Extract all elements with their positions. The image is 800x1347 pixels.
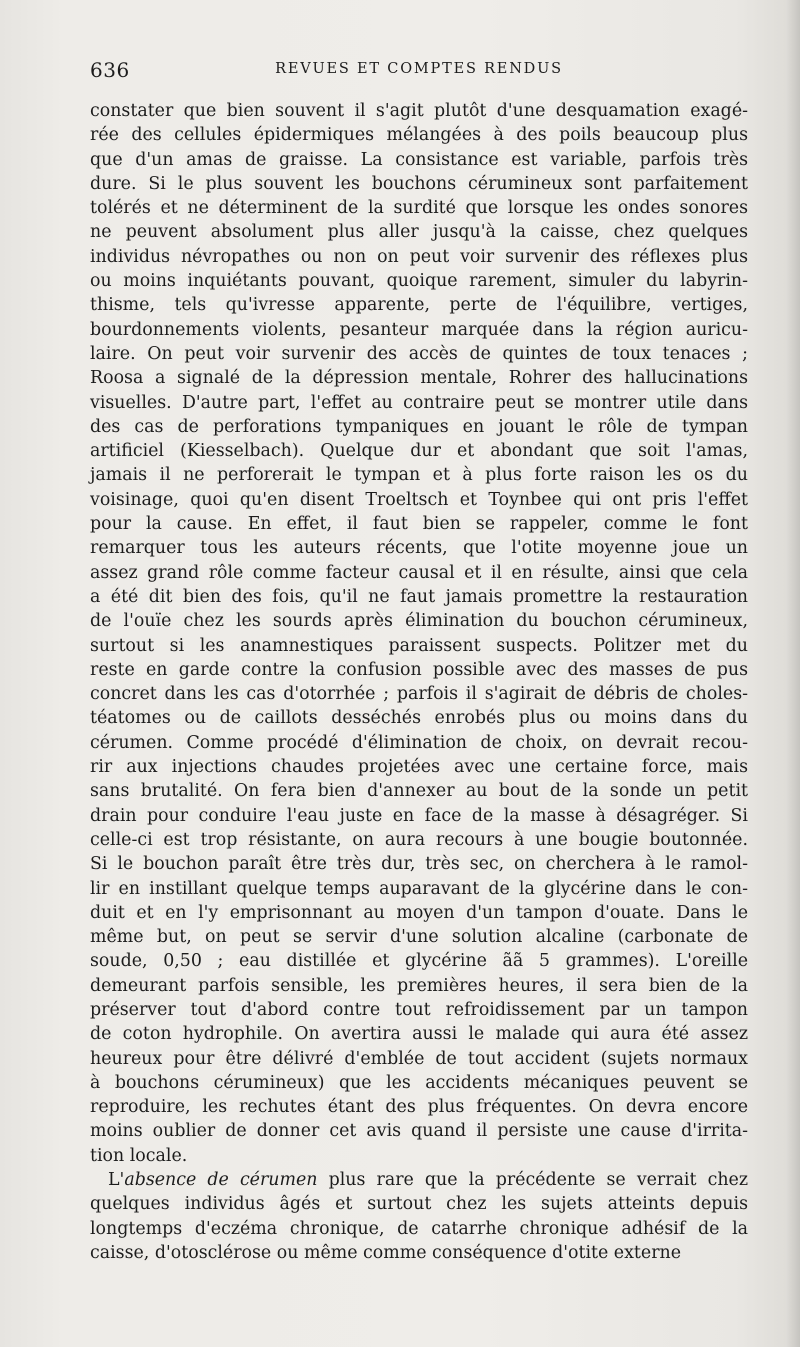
text-line: Roosa a signalé de la dépression mentale, Rohrer des hallucinations <box>90 368 748 389</box>
body-text <box>90 99 748 1265</box>
text-line: visuelles. D'autre part, l'effet au contraire peut se montrer utile dans <box>90 392 748 413</box>
text-line: thisme, tels qu'ivresse apparente, perte de l'équilibre, vertiges, <box>90 295 748 316</box>
text-line: longtemps d'eczéma chronique, de catarrhe chronique adhésif de la <box>90 1218 748 1239</box>
text-line: tolérés et ne déterminent de la surdité que lorsque les ondes sonores <box>90 198 748 219</box>
text-line: constater que bien souvent il s'agit plutôt d'une desquamation exagé- <box>90 101 748 121</box>
text-line: à bouchons cérumineux) que les accidents mécaniques peuvent se <box>90 1072 748 1093</box>
paragraph-2-lead-prefix: L' <box>108 1170 125 1191</box>
text-line: préserver tout d'abord contre tout refroidissement par un tampon <box>90 999 748 1020</box>
text-line: tion locale. <box>90 1145 188 1166</box>
page-edge-shadow <box>786 0 800 1347</box>
text-line: cérumen. Comme procédé d'élimination de choix, on devrait recou- <box>90 732 748 753</box>
text-line: drain pour conduire l'eau juste en face de la masse à désagréger. Si <box>90 805 748 826</box>
text-line: voisinage, quoi qu'en disent Troeltsch et Toynbee qui ont pris l'effet <box>90 489 748 510</box>
text-line: de l'ouïe chez les sourds après élimination du bouchon cérumineux, <box>90 611 748 632</box>
text-line: surtout si les anamnestiques paraissent suspects. Politzer met du <box>90 635 748 656</box>
text-line: bourdonnements violents, pesanteur marquée dans la région auricu- <box>90 319 748 340</box>
paragraph-2-first-line <box>90 1168 748 1192</box>
text-line: laire. On peut voir survenir des accès de quintes de toux tenaces ; <box>90 343 748 364</box>
text-line: duit et en l'y emprisonnant au moyen d'un tampon d'ouate. Dans le <box>90 902 748 923</box>
text-line: Si le bouchon paraît être très dur, très sec, on cherchera à le ramol- <box>90 854 748 875</box>
page-header <box>90 58 748 86</box>
text-line: même but, on peut se servir d'une solution alcaline (carbonate de <box>90 927 748 948</box>
text-line: reste en garde contre la confusion possible avec des masses de pus <box>90 659 748 680</box>
text-line: a été dit bien des fois, qu'il ne faut jamais promettre la restauration <box>90 586 748 607</box>
text-line: demeurant parfois sensible, les premières heures, il sera bien de la <box>90 975 748 996</box>
page-number: 636 <box>90 58 130 82</box>
text-line: que d'un amas de graisse. La consistance est variable, parfois très <box>90 149 748 170</box>
paragraph-2 <box>90 1168 748 1265</box>
text-line: ou moins inquiétants pouvant, quoique rarement, simuler du labyrin- <box>90 271 748 292</box>
text-line: heureux pour être délivré d'emblée de tout accident (sujets normaux <box>90 1048 748 1069</box>
text-line: artificiel (Kiesselbach). Quelque dur et abondant que soit l'amas, <box>90 441 748 462</box>
text-line: jamais il ne perforerait le tympan et à plus forte raison les os du <box>90 465 748 486</box>
paragraph-1 <box>90 99 748 1168</box>
text-line: dure. Si le plus souvent les bouchons cérumineux sont parfaitement <box>90 173 748 194</box>
text-line: reproduire, les rechutes étant des plus fréquentes. On devra encore <box>90 1097 748 1118</box>
text-line: celle-ci est trop résistante, on aura recours à une bougie boutonnée. <box>90 829 748 850</box>
running-title: REVUES ET COMPTES RENDUS <box>275 61 563 77</box>
paragraph-2-lines <box>90 1192 748 1265</box>
text-line: de coton hydrophile. On avertira aussi le malade qui aura été assez <box>90 1024 748 1045</box>
text-line: assez grand rôle comme facteur causal et il en résulte, ainsi que cela <box>90 562 748 583</box>
paragraph-2-first-line-rest: plus rare que la précédente se verrait chez <box>317 1170 748 1191</box>
text-line: concret dans les cas d'otorrhée ; parfois il s'agirait de débris de choles- <box>90 684 748 705</box>
text-line: moins oublier de donner cet avis quand il persiste une cause d'irrita- <box>90 1121 748 1142</box>
text-line: des cas de perforations tympaniques en jouant le rôle de tympan <box>90 416 748 437</box>
text-line: téatomes ou de caillots desséchés enrobés plus ou moins dans du <box>90 708 748 729</box>
text-line: rir aux injections chaudes projetées avec une certaine force, mais <box>90 757 748 778</box>
text-line: individus névropathes ou non on peut voir survenir des réflexes plus <box>90 246 748 267</box>
text-line: soude, 0,50 ; eau distillée et glycérine ãã 5 grammes). L'oreille <box>90 951 748 972</box>
text-line: lir en instillant quelque temps auparavant de la glycérine dans le con- <box>90 878 748 899</box>
text-line: rée des cellules épidermiques mélangées à des poils beaucoup plus <box>90 125 748 146</box>
text-line: pour la cause. En effet, il faut bien se rappeler, comme le font <box>90 514 748 535</box>
text-line: quelques individus âgés et surtout chez les sujets atteints depuis <box>90 1194 748 1215</box>
text-line: caisse, d'otosclérose ou même comme conséquence d'otite externe <box>90 1242 681 1263</box>
text-line: remarquer tous les auteurs récents, que l'otite moyenne joue un <box>90 538 748 559</box>
paragraph-2-italic-lead: absence de cérumen <box>124 1170 318 1191</box>
text-line: sans brutalité. On fera bien d'annexer au bout de la sonde un petit <box>90 781 748 802</box>
text-line: ne peuvent absolument plus aller jusqu'à la caisse, chez quelques <box>90 222 748 243</box>
